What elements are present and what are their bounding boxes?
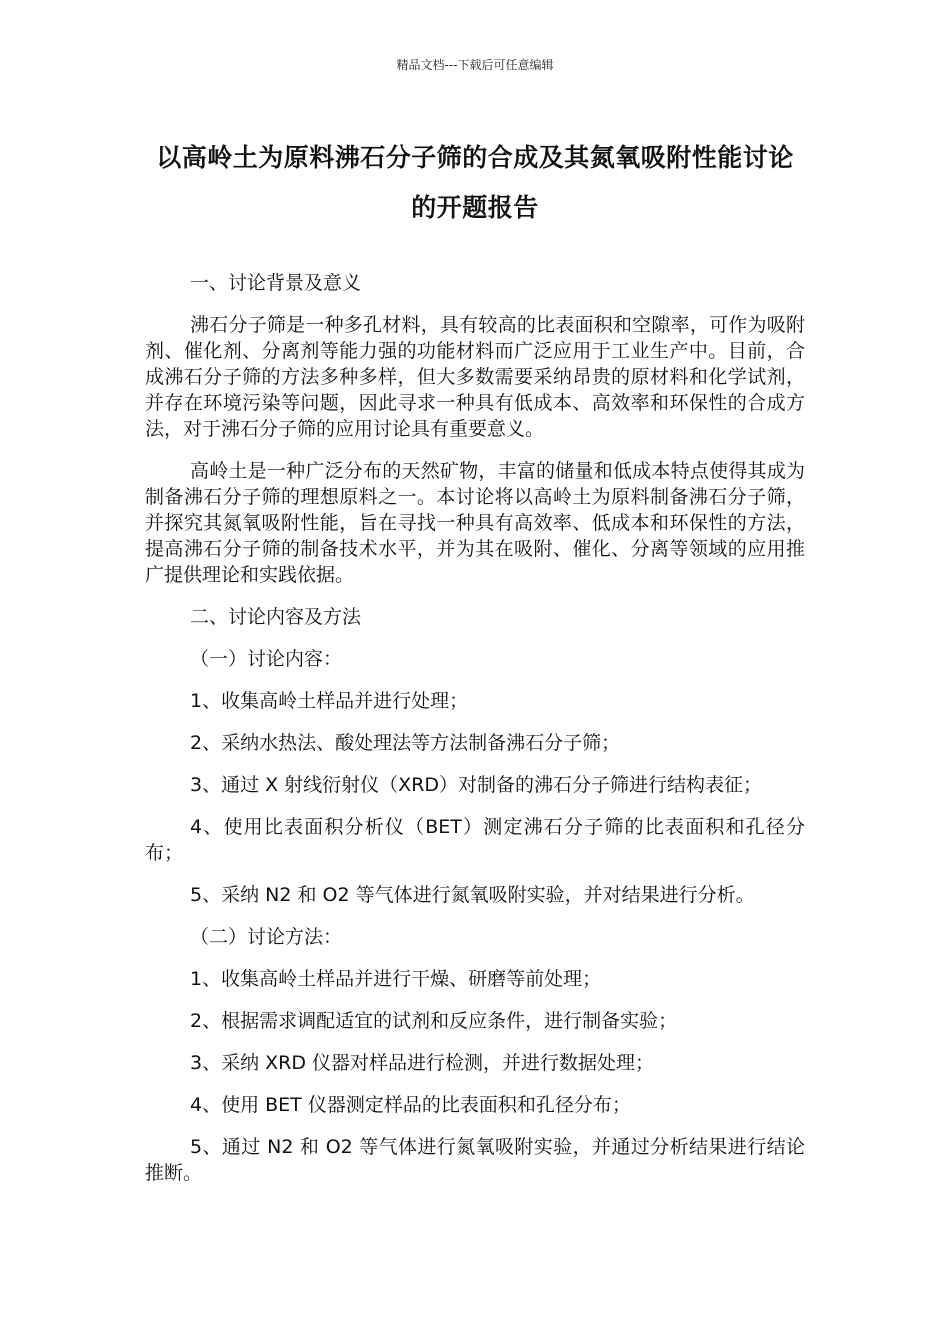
content-item-2: 2、采纳水热法、酸处理法等方法制备沸石分子筛； (190, 732, 621, 754)
page-title: 以高岭土为原料沸石分子筛的合成及其氮氧吸附性能讨论的开题报告 (156, 143, 794, 222)
content-item-1: 1、收集高岭土样品并进行处理； (190, 690, 469, 712)
subheading-research-methods: （二）讨论方法： (190, 926, 343, 948)
content-item-5: 5、采纳 N2 和 O2 等气体进行氮氧吸附实验，并对结果进行分析。 (190, 884, 755, 906)
content-item-4: 4、使用比表面积分析仪（BET）测定沸石分子筛的比表面积和孔径分布； (145, 816, 805, 864)
method-item-1: 1、收集高岭土样品并进行干燥、研磨等前处理； (190, 968, 602, 990)
document-body (145, 270, 805, 1202)
method-item-2: 2、根据需求调配适宜的试剂和反应条件，进行制备实验； (190, 1010, 678, 1032)
section-heading-content-methods: 二、讨论内容及方法 (190, 606, 362, 628)
method-item-4: 4、使用 BET 仪器测定样品的比表面积和孔径分布； (190, 1094, 631, 1116)
paragraph-kaolin-intro: 高岭土是一种广泛分布的天然矿物，丰富的储量和低成本特点使得其成为制备沸石分子筛的理想原料之一。本讨论将以高岭土为原料制备沸石分子筛，并探究其氮氧吸附性能，旨在寻找一种具有高效率、低成本和环保性的方法，提高沸石分子筛的制备技术水平，并为其在吸附、催化、分离等领域的应用推广提供理论和实践依据。 (145, 460, 805, 586)
method-item-3: 3、采纳 XRD 仪器对样品进行检测，并进行数据处理； (190, 1052, 655, 1074)
content-item-3: 3、通过 X 射线衍射仪（XRD）对制备的沸石分子筛进行结构表征； (190, 774, 763, 796)
method-item-5: 5、通过 N2 和 O2 等气体进行氮氧吸附实验，并通过分析结果进行结论推断。 (145, 1136, 805, 1184)
paragraph-zeolite-intro: 沸石分子筛是一种多孔材料，具有较高的比表面积和空隙率，可作为吸附剂、催化剂、分离剂等能力强的功能材料而广泛应用于工业生产中。目前，合成沸石分子筛的方法多种多样，但大多数需要采纳昂贵的原材料和化学试剂，并存在环境污染等问题，因此寻求一种具有低成本、高效率和环保性的合成方法，对于沸石分子筛的应用讨论具有重要意义。 (145, 314, 805, 440)
section-heading-background: 一、讨论背景及意义 (190, 272, 362, 294)
subheading-research-content: （一）讨论内容： (190, 648, 343, 670)
header-note: 精品文档---下载后可任意编辑 (396, 58, 554, 72)
